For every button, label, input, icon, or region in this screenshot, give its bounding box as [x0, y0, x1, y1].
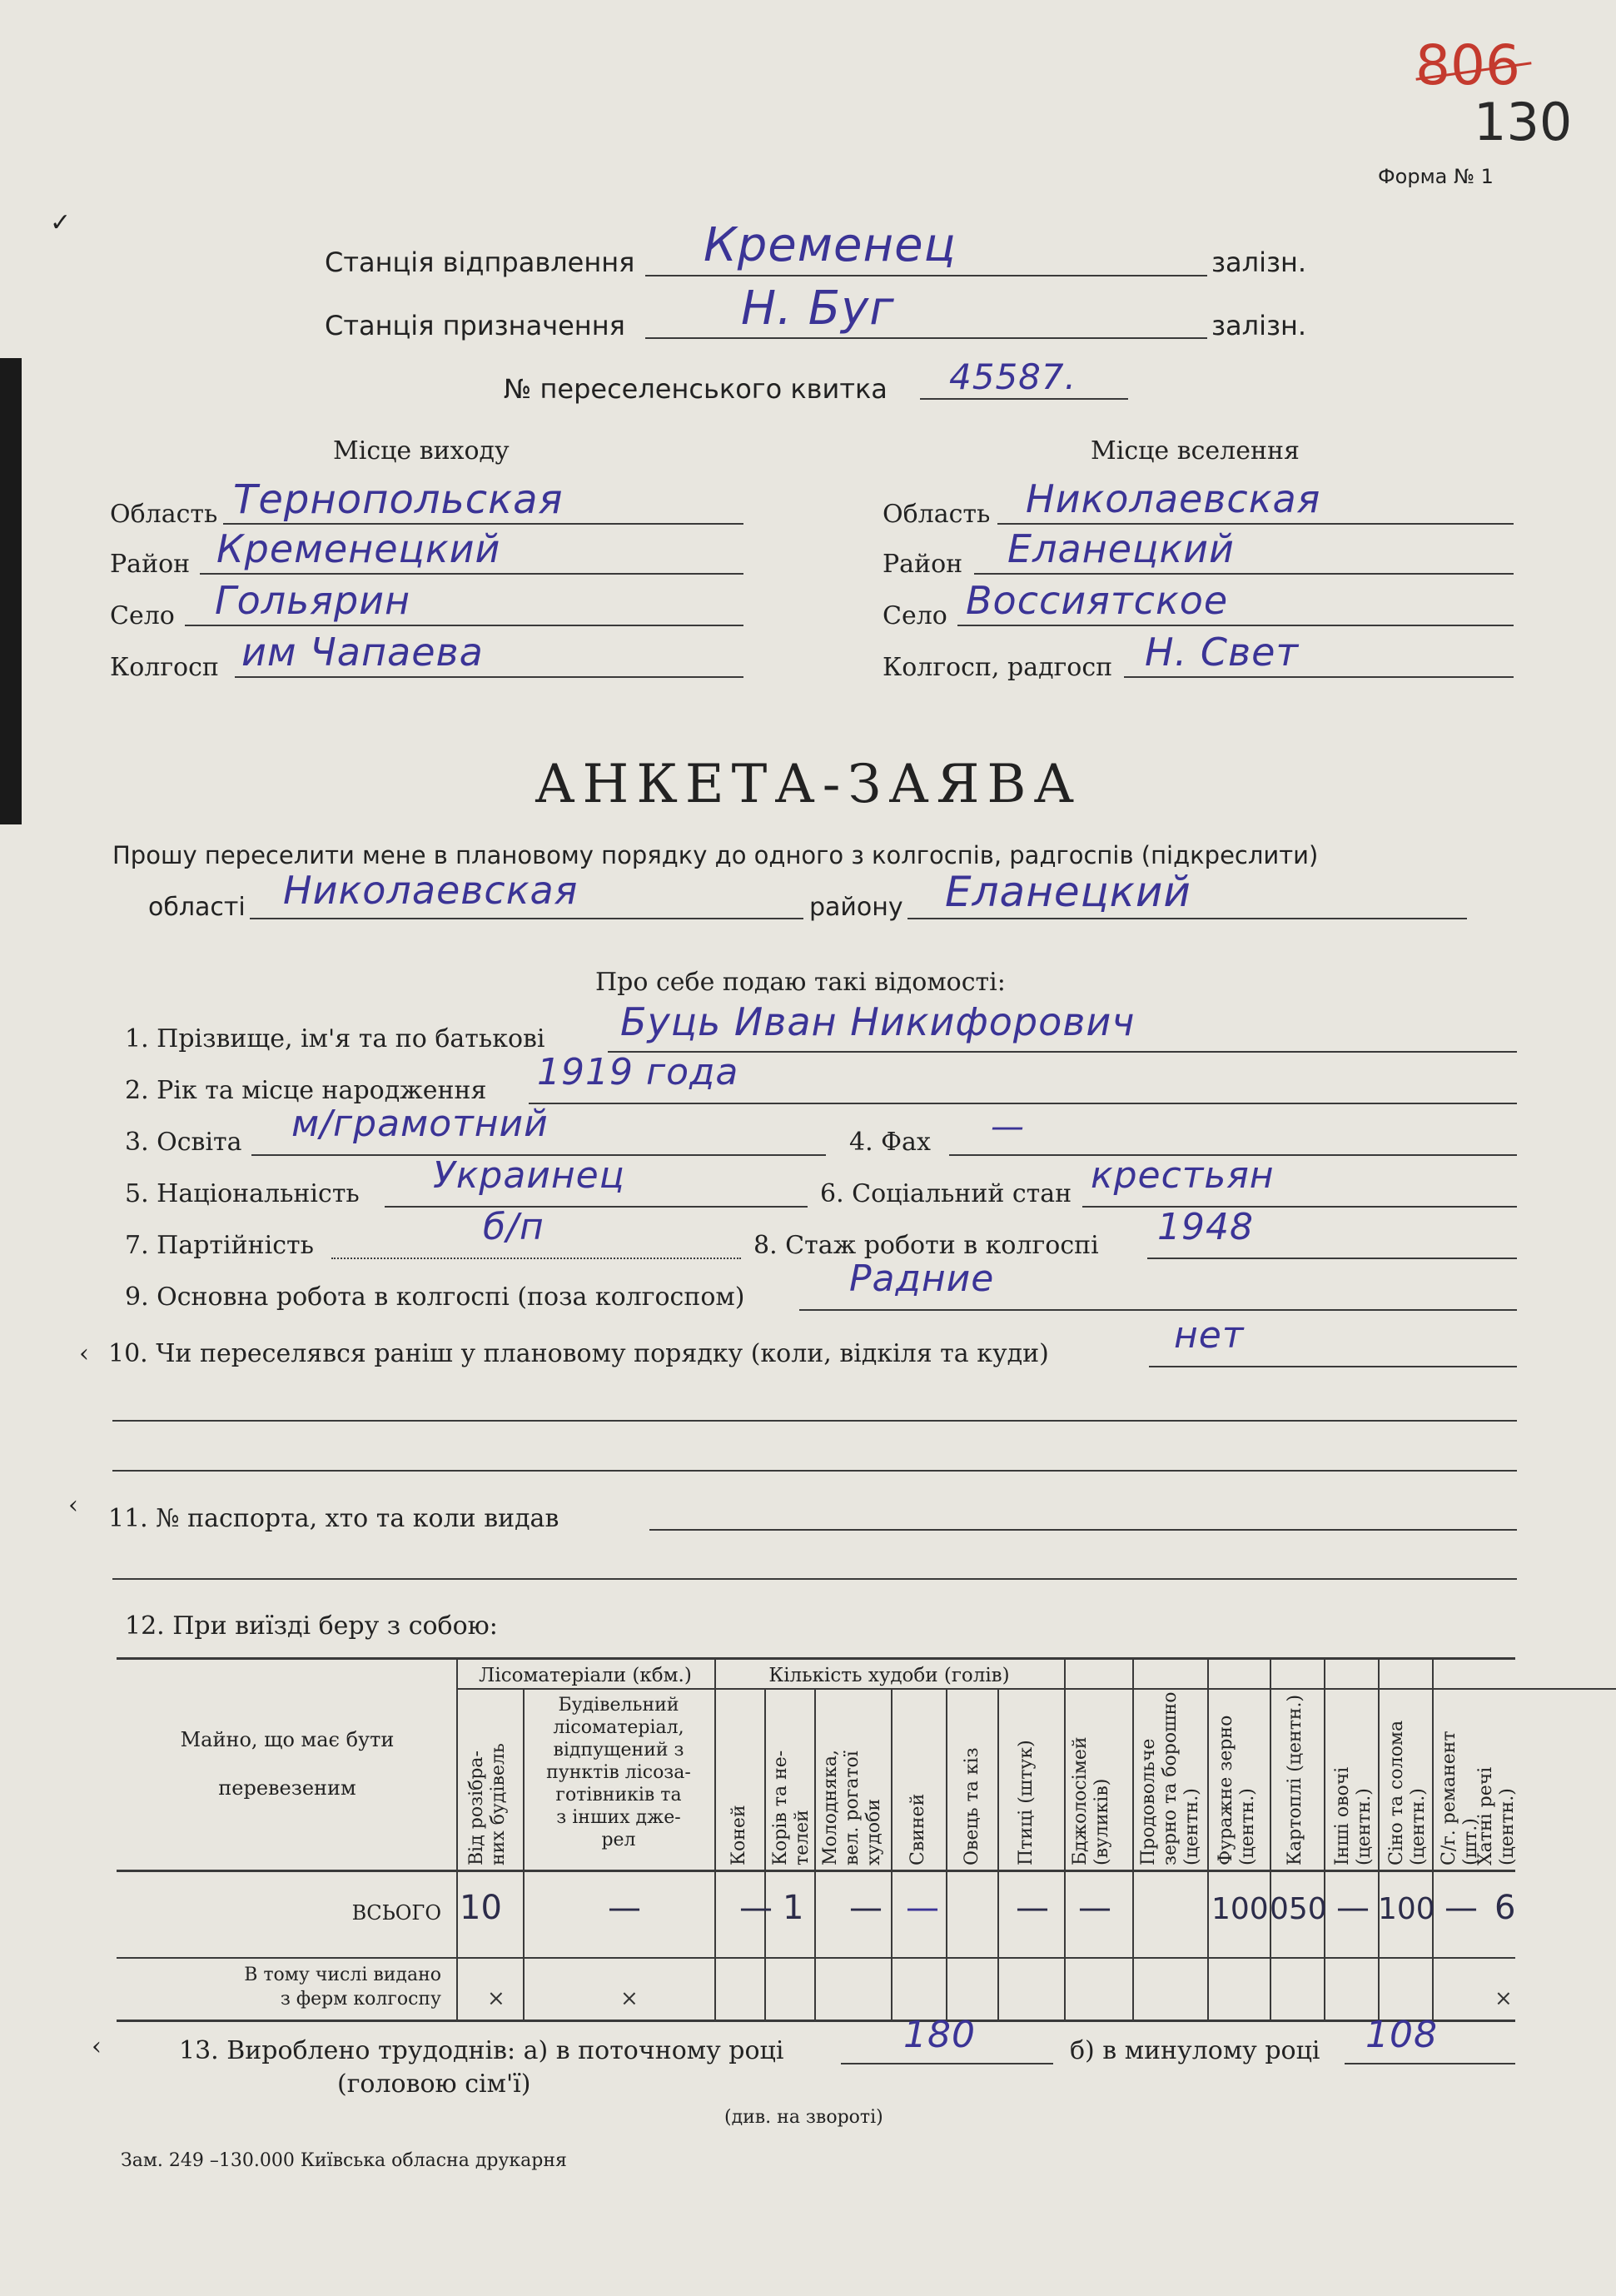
total-fodder: 100 — [1211, 1892, 1269, 1926]
field-8-label: 8. Стаж роботи в колгоспі — [753, 1231, 1099, 1260]
origin-selo-label: Село — [110, 601, 175, 630]
destination-label: Станція призначення — [325, 310, 625, 341]
departure-line — [645, 275, 1207, 276]
total-cows: 1 — [783, 1889, 804, 1927]
field-3-label: 3. Освіта — [125, 1128, 242, 1157]
field-5-line — [385, 1206, 808, 1208]
col-line-5 — [814, 1688, 816, 2020]
field-9-value: Радние — [849, 1258, 995, 1300]
col-grain-header: Продовольче зерно та борошно (центн.) — [1138, 1691, 1202, 1865]
field-12-label: 12. При виїзді беру з собою: — [125, 1611, 498, 1641]
ticket-line — [920, 398, 1128, 400]
request-raion-value: Еланецкий — [945, 868, 1191, 916]
col-dismantled-header: Від розібра- них будівель — [466, 1743, 509, 1865]
field-5-label: 5. Національність — [125, 1179, 360, 1208]
destination-kolgosp-value: Н. Свет — [1145, 630, 1300, 675]
total-hay: 100 — [1378, 1892, 1435, 1926]
origin-raion-line — [200, 573, 743, 575]
printer-footer: Зам. 249 –130.000 Київська обласна друкарня — [121, 2150, 567, 2171]
col-birds-header: Птиці (штук) — [1016, 1740, 1037, 1865]
col-line-15 — [1432, 1657, 1434, 2020]
field-10-line-3 — [112, 1470, 1517, 1472]
col-line-13 — [1324, 1657, 1325, 2020]
destination-value: Н. Буг — [741, 281, 895, 336]
col-sheep-header: Овець та кіз — [962, 1747, 982, 1865]
total-potatoes: 050 — [1270, 1892, 1327, 1926]
margin-mark: ‹ — [68, 1491, 78, 1520]
origin-kolgosp-line — [235, 676, 743, 678]
total-vegetables: — — [1336, 1889, 1370, 1927]
destination-oblast-value: Николаевская — [1026, 476, 1321, 521]
field-6-label: 6. Соціальний стан — [820, 1179, 1072, 1208]
col-horses-header: Коней — [728, 1805, 749, 1865]
margin-mark: ‹ — [92, 2032, 102, 2061]
destination-oblast-label: Область — [883, 500, 991, 529]
destination-selo-line — [957, 625, 1514, 626]
destination-rail-suffix: залізн. — [1211, 310, 1307, 341]
request-oblast-label: області — [148, 893, 246, 922]
total-bees: — — [1016, 1889, 1049, 1927]
col-line-8 — [997, 1688, 999, 2020]
field-9-label: 9. Основна робота в колгоспі (поза колгоспом) — [125, 1282, 745, 1312]
col-pigs-header: Свиней — [907, 1793, 928, 1865]
destination-selo-label: Село — [883, 601, 947, 630]
total-household: 6 — [1494, 1889, 1516, 1927]
field-5-value: Украинец — [433, 1154, 625, 1197]
property-header: Майно, що має бути перевезеним — [180, 1728, 395, 1800]
field-6-value: крестьян — [1091, 1154, 1275, 1197]
col-line-4 — [764, 1688, 766, 2020]
departure-value: Кременец — [704, 218, 957, 272]
field-1-line — [608, 1051, 1517, 1053]
field-7-label: 7. Партійність — [125, 1231, 314, 1260]
livestock-group-header: Кількість худоби (голів) — [768, 1665, 1010, 1686]
col-fodder-header: Фуражне зерно (центн.) — [1216, 1715, 1258, 1865]
workdays-current-line — [841, 2063, 1053, 2064]
margin-mark: ✓ — [50, 208, 72, 237]
col-line-11 — [1207, 1657, 1209, 2020]
field-11-label: 11. № паспорта, хто та коли видав — [108, 1504, 559, 1533]
field-11-line — [649, 1529, 1517, 1531]
origin-oblast-label: Область — [110, 500, 218, 529]
ticket-label: № переселенського квитка — [504, 373, 888, 405]
destination-raion-label: Район — [883, 550, 963, 579]
col-bees-header: Бджолосімей (вуликів) — [1070, 1736, 1112, 1865]
col-line-10 — [1132, 1657, 1134, 2020]
archive-number: 130 — [1474, 92, 1573, 152]
field-2-label: 2. Рік та місце народження — [125, 1076, 487, 1105]
workdays-prev-label: б) в минулому році — [1070, 2036, 1320, 2065]
origin-selo-value: Гольярин — [215, 578, 411, 623]
total-tools: — — [1444, 1889, 1478, 1927]
issued-dismantled-x: × — [487, 1986, 505, 2011]
row-total-label: ВСЬОГО — [351, 1901, 441, 1925]
col-potatoes-header: Картоплі (центн.) — [1285, 1694, 1305, 1865]
ticket-value: 45587. — [949, 356, 1077, 397]
field-2-line — [529, 1103, 1517, 1104]
workdays-current-value: 180 — [903, 2014, 976, 2056]
field-7-value: б/п — [483, 1206, 544, 1248]
destination-kolgosp-line — [1124, 676, 1514, 678]
see-back-note: (див. на звороті) — [724, 2107, 883, 2128]
destination-raion-line — [974, 573, 1514, 575]
request-raion-label: району — [809, 893, 903, 922]
origin-oblast-line — [223, 523, 743, 525]
col-cows-header: Корів та не- телей — [770, 1750, 813, 1865]
col-young-header: Молодняка, вел. рогатої худоби — [820, 1750, 884, 1865]
request-raion-line — [907, 918, 1467, 919]
departure-rail-suffix: залізн. — [1211, 247, 1307, 278]
total-pigs: — — [906, 1889, 939, 1927]
issued-household-x: × — [1494, 1986, 1513, 2011]
total-dismantled: 10 — [460, 1889, 502, 1927]
col-line-14 — [1378, 1657, 1380, 2020]
workdays-sub: (головою сім'ї) — [337, 2069, 531, 2099]
field-10-label: 10. Чи переселявся раніш у плановому порядку (коли, відкіля та куди) — [108, 1339, 1049, 1368]
field-3-value: м/грамотний — [291, 1103, 549, 1145]
origin-heading: Місце виходу — [333, 436, 510, 466]
col-tools-header: С/г. реманент (шт.) — [1439, 1731, 1481, 1865]
field-10-value: нет — [1174, 1314, 1245, 1357]
origin-oblast-value: Тернопольская — [233, 476, 564, 523]
destination-oblast-line — [997, 523, 1514, 525]
field-1-label: 1. Прізвище, ім'я та по батькові — [125, 1024, 545, 1053]
total-building: — — [608, 1889, 641, 1927]
table-bottom-line — [117, 2020, 1515, 2022]
issued-building-x: × — [620, 1986, 639, 2011]
field-1-value: Буць Иван Никифорович — [620, 999, 1136, 1044]
request-line: Прошу переселити мене в плановому порядку до одного з колгоспів, радгоспів (підкреслити) — [112, 841, 1319, 869]
col-line-6 — [891, 1688, 893, 2020]
field-2-value: 1919 года — [537, 1051, 739, 1093]
departure-label: Станція відправлення — [325, 247, 635, 278]
destination-line — [645, 337, 1207, 339]
origin-kolgosp-label: Колгосп — [110, 653, 219, 682]
field-8-value: 1948 — [1157, 1206, 1254, 1248]
total-young: — — [849, 1889, 883, 1927]
col-building-header: Будівельний лісоматеріал, відпущений з пунктів лісоза- готівників та з інших дже- рел — [546, 1695, 691, 1850]
margin-mark: ‹ — [79, 1339, 89, 1368]
origin-kolgosp-value: им Чапаева — [241, 630, 484, 675]
col-line-12 — [1270, 1657, 1271, 2020]
lumber-group-header: Лісоматеріали (кбм.) — [479, 1665, 692, 1686]
request-oblast-value: Николаевская — [283, 868, 579, 913]
intro-text: Про себе подаю такі відомості: — [595, 968, 1006, 997]
table-top-line — [117, 1657, 1515, 1660]
field-11-line-2 — [112, 1578, 1517, 1580]
origin-selo-line — [185, 625, 743, 626]
col-vegetables-header: Інші овочі (центн.) — [1332, 1766, 1375, 1865]
table-row-line — [117, 1957, 1515, 1959]
field-8-line — [1147, 1258, 1517, 1259]
struck-number: 806 — [1415, 33, 1520, 97]
field-4-value: — — [991, 1108, 1025, 1146]
col-household-header: Хатні речі (центн.) — [1475, 1766, 1518, 1865]
col-line-7 — [946, 1688, 947, 2020]
origin-raion-label: Район — [110, 550, 191, 579]
field-10-line-2 — [112, 1420, 1517, 1422]
workdays-prev-line — [1345, 2063, 1515, 2064]
destination-heading: Місце вселення — [1091, 436, 1300, 466]
row-issued-label: В тому числі видано з ферм колгоспу — [244, 1965, 441, 2010]
table-header-bottom — [117, 1870, 1515, 1872]
field-4-label: 4. Фах — [849, 1128, 931, 1157]
field-7-line — [331, 1258, 741, 1259]
workdays-label: 13. Вироблено трудоднів: а) в поточному році — [179, 2036, 784, 2065]
total-grain: — — [1078, 1889, 1111, 1927]
field-6-line — [1082, 1206, 1517, 1208]
field-9-line — [799, 1309, 1517, 1311]
field-10-line — [1149, 1366, 1517, 1367]
request-oblast-line — [250, 918, 803, 919]
destination-kolgosp-label: Колгосп, радгосп — [883, 653, 1113, 682]
destination-raion-value: Еланецкий — [1007, 526, 1235, 571]
form-title: АНКЕТА-ЗАЯВА — [535, 754, 1081, 815]
col-line-1 — [456, 1657, 458, 2020]
col-line-9 — [1064, 1657, 1066, 2020]
origin-raion-value: Кременецкий — [216, 526, 501, 571]
destination-selo-value: Воссиятское — [966, 578, 1229, 623]
total-horses: — — [739, 1889, 773, 1927]
col-line-3 — [714, 1657, 716, 2020]
col-hay-header: Сіно та солома (центн.) — [1386, 1720, 1429, 1865]
form-label: Форма № 1 — [1378, 165, 1494, 188]
workdays-prev-value: 108 — [1365, 2014, 1438, 2056]
